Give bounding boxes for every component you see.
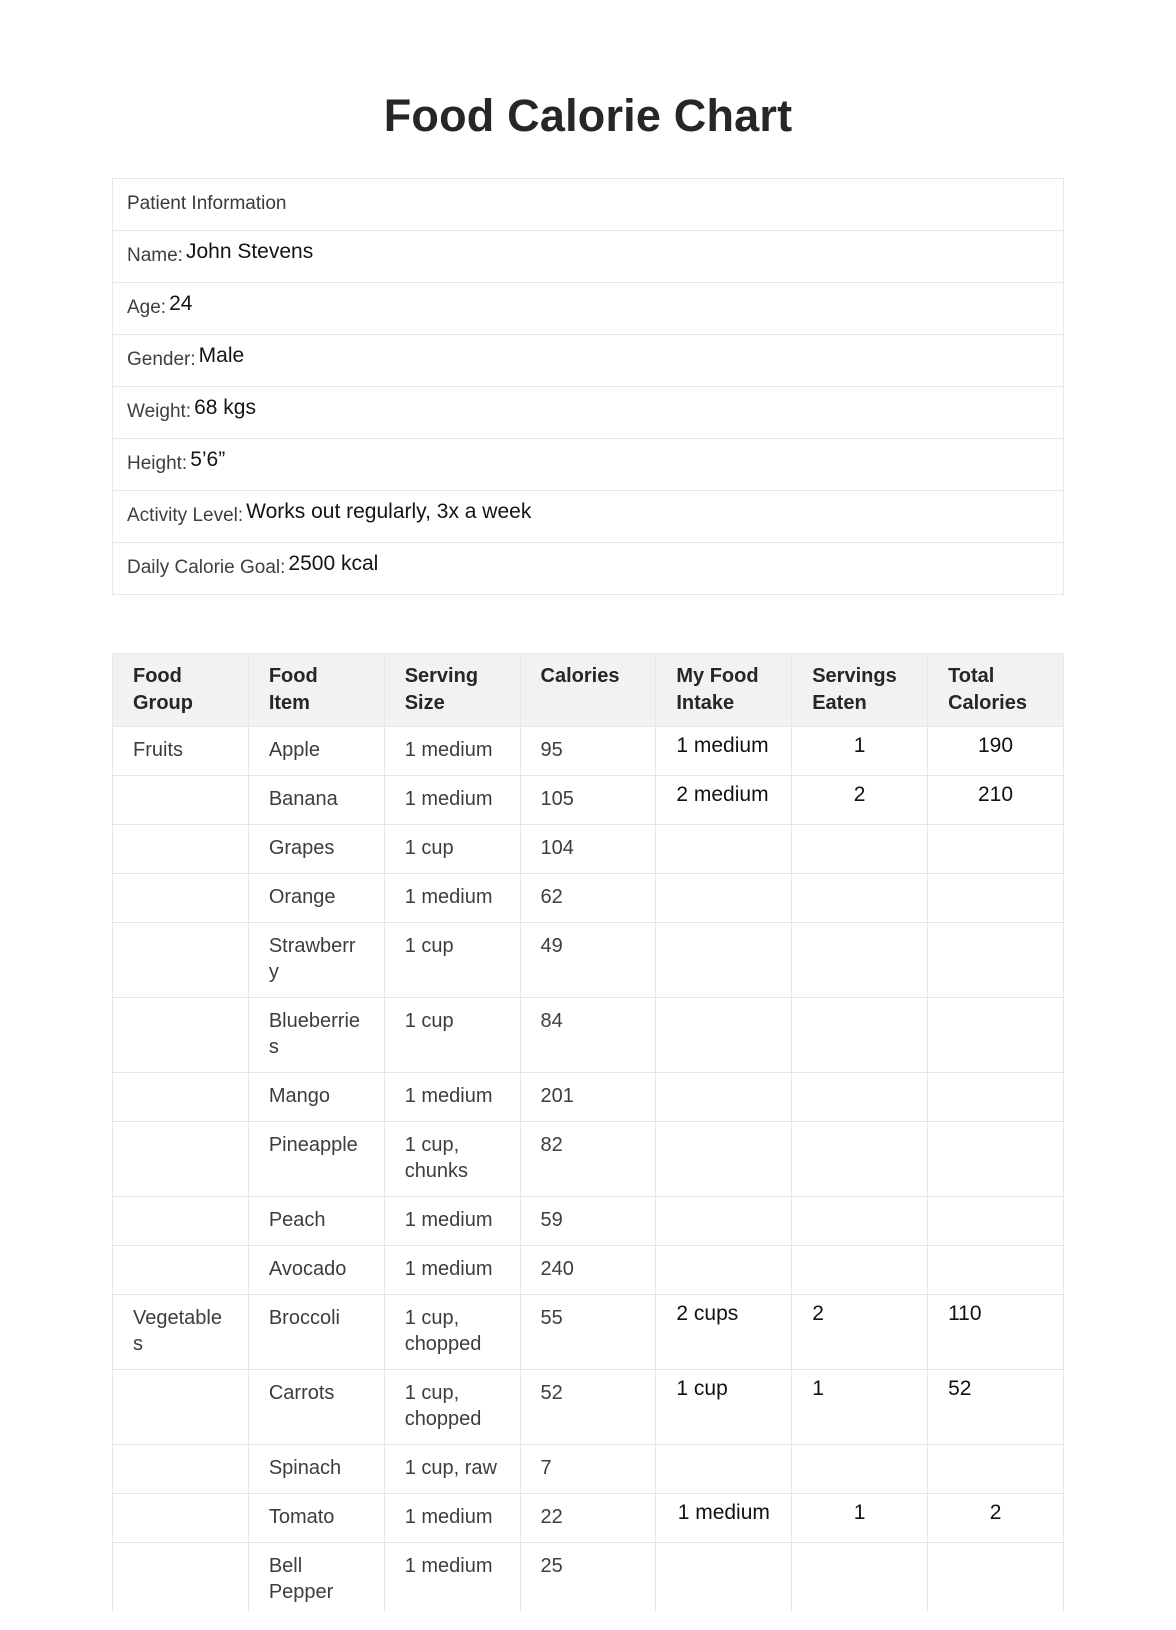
filled-entry-value: 1 medium (676, 734, 769, 757)
calories-cell: 7 (520, 1445, 656, 1494)
total-calories-cell (928, 1295, 1064, 1370)
serving-size-cell: 1 cup, chunks (384, 1122, 520, 1197)
servings-eaten-cell (792, 1246, 928, 1295)
column-header-serving-size: Serving Size (384, 654, 520, 727)
calories-cell: 49 (520, 923, 656, 998)
serving-size-cell: 1 medium (384, 1197, 520, 1246)
food-intake-cell (656, 1445, 792, 1494)
food-intake-cell (656, 1073, 792, 1122)
patient-field-value: John Stevens (185, 240, 314, 263)
servings-eaten-cell (792, 1494, 928, 1543)
filled-entry-value: 1 medium (677, 1501, 770, 1524)
table-header (113, 654, 1064, 727)
patient-field-label: Weight: (127, 401, 192, 422)
filled-entry-value: 1 (812, 1377, 824, 1400)
total-calories-cell (928, 1122, 1064, 1197)
serving-size-cell: 1 medium (384, 1073, 520, 1122)
food-item-cell: Grapes (248, 825, 384, 874)
patient-field-label: Age: (127, 297, 167, 318)
column-header-my-food-intake: My Food Intake (656, 654, 792, 727)
serving-size-cell: 1 medium (384, 1543, 520, 1612)
patient-field-label: Height: (127, 453, 188, 474)
calories-cell: 25 (520, 1543, 656, 1612)
food-group-cell (113, 923, 249, 998)
patient-field-value: 68 kgs (194, 396, 256, 419)
total-calories-cell (928, 727, 1064, 776)
food-group-cell (113, 1445, 249, 1494)
filled-entry-value: 2 (812, 1302, 824, 1325)
total-calories-cell (928, 776, 1064, 825)
food-item-cell: Peach (248, 1197, 384, 1246)
calories-cell: 62 (520, 874, 656, 923)
calories-cell: 201 (520, 1073, 656, 1122)
patient-info-box (112, 178, 1064, 595)
serving-size-cell: 1 cup, chopped (384, 1370, 520, 1445)
food-item-cell: Avocado (248, 1246, 384, 1295)
filled-entry-value: 1 (853, 1501, 866, 1524)
table-row (113, 923, 1064, 998)
page-title: Food Calorie Chart (383, 90, 793, 141)
servings-eaten-cell (792, 1295, 928, 1370)
calories-cell: 104 (520, 825, 656, 874)
filled-entry-value: 1 (853, 734, 866, 757)
serving-size-cell: 1 medium (384, 727, 520, 776)
patient-field-value: 2500 kcal (288, 552, 379, 575)
table-row (113, 874, 1064, 923)
food-intake-cell (656, 1122, 792, 1197)
calories-cell: 105 (520, 776, 656, 825)
table-row (113, 825, 1064, 874)
food-item-cell: Orange (248, 874, 384, 923)
food-intake-cell (656, 776, 792, 825)
food-item-cell: Pineapple (248, 1122, 384, 1197)
food-intake-cell (656, 1246, 792, 1295)
patient-field-label: Daily Calorie Goal: (127, 557, 286, 578)
servings-eaten-cell (792, 825, 928, 874)
food-item-cell: Mango (248, 1073, 384, 1122)
servings-eaten-cell (792, 1197, 928, 1246)
table-row (113, 1370, 1064, 1445)
filled-entry-value: 190 (978, 734, 1014, 757)
total-calories-cell (928, 1445, 1064, 1494)
food-intake-cell (656, 727, 792, 776)
patient-field-value: 24 (169, 292, 193, 315)
patient-field-value: 5’6” (190, 448, 226, 471)
total-calories-cell (928, 1246, 1064, 1295)
header-row (113, 654, 1064, 727)
table-row (113, 1295, 1064, 1370)
food-group-cell (113, 1197, 249, 1246)
total-calories-cell (928, 923, 1064, 998)
filled-entry-value: 2 (853, 783, 866, 806)
total-calories-cell (928, 1073, 1064, 1122)
table-row (113, 1543, 1064, 1612)
total-calories-cell (928, 1543, 1064, 1612)
food-table-container (112, 653, 1064, 1611)
table-row (113, 1246, 1064, 1295)
patient-field-value: Male (198, 344, 245, 367)
serving-size-cell: 1 medium (384, 1246, 520, 1295)
food-intake-cell (656, 1295, 792, 1370)
food-item-cell: Tomato (248, 1494, 384, 1543)
patient-field-row (113, 283, 1063, 335)
food-item-cell: Bell Pepper (248, 1543, 384, 1612)
patient-info-header-row (113, 179, 1063, 231)
servings-eaten-cell (792, 874, 928, 923)
food-item-cell: Carrots (248, 1370, 384, 1445)
serving-size-cell: 1 cup (384, 998, 520, 1073)
calories-cell: 52 (520, 1370, 656, 1445)
column-header-food-item: Food Item (248, 654, 384, 727)
food-group-cell (113, 1543, 249, 1612)
filled-entry-value: 2 cups (676, 1302, 739, 1325)
filled-entry-value: 2 (989, 1501, 1002, 1524)
food-intake-cell (656, 1543, 792, 1612)
servings-eaten-cell (792, 1370, 928, 1445)
table-row (113, 1197, 1064, 1246)
servings-eaten-cell (792, 923, 928, 998)
calories-cell: 55 (520, 1295, 656, 1370)
food-intake-cell (656, 1197, 792, 1246)
food-group-cell (113, 1246, 249, 1295)
serving-size-cell: 1 medium (384, 776, 520, 825)
food-group-cell (113, 1370, 249, 1445)
serving-size-cell: 1 medium (384, 1494, 520, 1543)
food-group-cell: Vegetables (113, 1295, 249, 1370)
food-group-cell (113, 1494, 249, 1543)
serving-size-cell: 1 cup (384, 923, 520, 998)
calories-cell: 240 (520, 1246, 656, 1295)
food-group-cell (113, 1073, 249, 1122)
serving-size-cell: 1 cup, chopped (384, 1295, 520, 1370)
total-calories-cell (928, 1494, 1064, 1543)
food-item-cell: Blueberries (248, 998, 384, 1073)
serving-size-cell: 1 cup, raw (384, 1445, 520, 1494)
food-item-cell: Banana (248, 776, 384, 825)
servings-eaten-cell (792, 776, 928, 825)
table-row (113, 1073, 1064, 1122)
food-calorie-table (112, 653, 1064, 1611)
calories-cell: 59 (520, 1197, 656, 1246)
food-intake-cell (656, 1370, 792, 1445)
column-header-food-group: Food Group (113, 654, 249, 727)
column-header-total-calories: Total Calories (928, 654, 1064, 727)
servings-eaten-cell (792, 1073, 928, 1122)
food-group-cell (113, 874, 249, 923)
patient-field-row (113, 231, 1063, 283)
patient-field-value: Works out regularly, 3x a week (246, 500, 532, 523)
food-item-cell: Spinach (248, 1445, 384, 1494)
table-row (113, 998, 1064, 1073)
food-group-cell (113, 825, 249, 874)
patient-field-row (113, 491, 1063, 543)
patient-field-row (113, 387, 1063, 439)
patient-field-row (113, 439, 1063, 491)
calories-cell: 22 (520, 1494, 656, 1543)
servings-eaten-cell (792, 1445, 928, 1494)
filled-entry-value: 2 medium (676, 783, 769, 806)
table-row (113, 1122, 1064, 1197)
calories-cell: 82 (520, 1122, 656, 1197)
servings-eaten-cell (792, 1543, 928, 1612)
food-intake-cell (656, 923, 792, 998)
total-calories-cell (928, 874, 1064, 923)
total-calories-cell (928, 1370, 1064, 1445)
filled-entry-value: 110 (948, 1302, 982, 1325)
patient-field-row (113, 335, 1063, 387)
serving-size-cell: 1 medium (384, 874, 520, 923)
total-calories-cell (928, 825, 1064, 874)
food-group-cell (113, 1122, 249, 1197)
total-calories-cell (928, 998, 1064, 1073)
patient-field-label: Activity Level: (127, 505, 244, 526)
patient-field-row (113, 543, 1063, 594)
patient-field-label: Gender: (127, 349, 196, 370)
food-item-cell: Broccoli (248, 1295, 384, 1370)
food-item-cell: Apple (248, 727, 384, 776)
calories-cell: 95 (520, 727, 656, 776)
food-intake-cell (656, 998, 792, 1073)
serving-size-cell: 1 cup (384, 825, 520, 874)
food-group-cell (113, 776, 249, 825)
food-intake-cell (656, 1494, 792, 1543)
food-group-cell: Fruits (113, 727, 249, 776)
servings-eaten-cell (792, 998, 928, 1073)
column-header-servings-eaten: Servings Eaten (792, 654, 928, 727)
filled-entry-value: 210 (978, 783, 1014, 806)
filled-entry-value: 52 (948, 1377, 972, 1400)
food-intake-cell (656, 874, 792, 923)
servings-eaten-cell (792, 1122, 928, 1197)
food-group-cell (113, 998, 249, 1073)
food-item-cell: Strawberry (248, 923, 384, 998)
table-row (113, 727, 1064, 776)
calories-cell: 84 (520, 998, 656, 1073)
servings-eaten-cell (792, 727, 928, 776)
table-row (113, 1494, 1064, 1543)
food-intake-cell (656, 825, 792, 874)
filled-entry-value: 1 cup (676, 1377, 728, 1400)
column-header-calories: Calories (520, 654, 656, 727)
table-body (113, 727, 1064, 1612)
total-calories-cell (928, 1197, 1064, 1246)
table-row (113, 776, 1064, 825)
patient-field-label: Name: (127, 245, 183, 266)
patient-info-header: Patient Information (127, 193, 287, 214)
table-row (113, 1445, 1064, 1494)
